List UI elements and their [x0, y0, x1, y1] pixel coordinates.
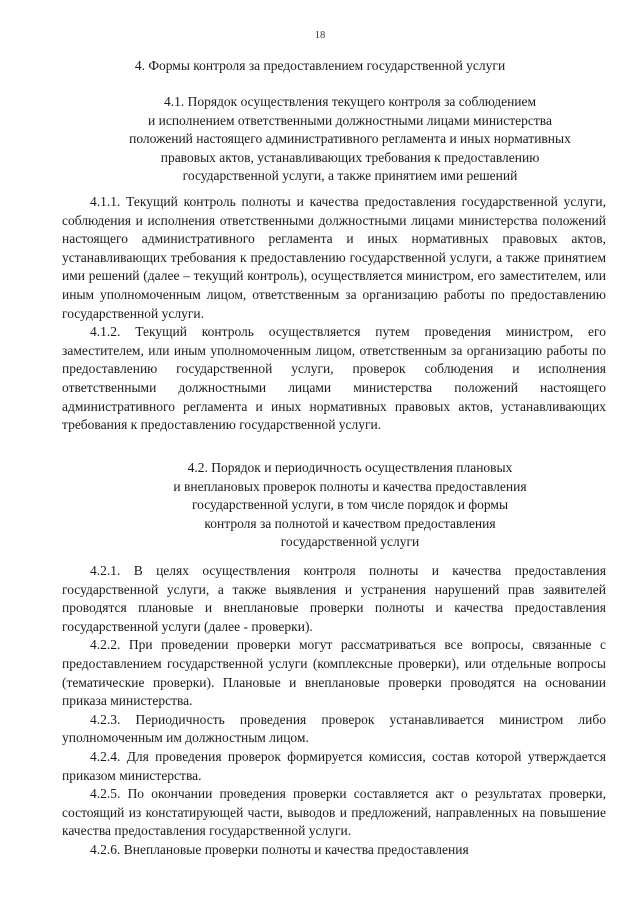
- title-line: государственной услуги: [280, 534, 420, 550]
- title-line: государственной услуги, а также принятием ими решений: [182, 168, 518, 184]
- paragraph-4-2-4: 4.2.4. Для проведения проверок формируется комиссия, состав которой утверждается приказом министерства.: [62, 748, 606, 783]
- paragraph-4-2-1: 4.2.1. В целях осуществления контроля полноты и качества предоставления государственной услуги, а также выявления и устранения нарушений прав заявителей проводятся плановые и внеплановые проверки полноты и качества предоставления государственной услуги (далее - проверки).: [62, 563, 606, 634]
- title-line: и внеплановых проверок полноты и качества предоставления: [173, 478, 527, 494]
- paragraph-4-2-6: 4.2.6. Внеплановые проверки полноты и качества предоставления: [90, 841, 469, 857]
- title-line: правовых актов, устанавливающих требования к предоставлению: [160, 149, 540, 165]
- title-line: и исполнением ответственными должностными лицами министерства: [148, 112, 552, 128]
- section-title: 4. Формы контроля за предоставлением государственной услуги: [134, 58, 506, 73]
- page-number: 18: [314, 30, 326, 41]
- paragraph-4-1-1: 4.1.1. Текущий контроль полноты и качества предоставления государственной услуги, соблюдения и исполнения ответственными должностными лицами министерства положений настоящего административного регламента и иных нормативных правовых актов, устанавливающих требования к предоставлению государственной услуги, а также принятием ими решений (далее – текущий контроль), осуществляется министром, его заместителем, или иным уполномоченным лицом, ответственным за организацию работы по предоставлению государственной услуги.: [62, 194, 606, 321]
- paragraph-4-2-5: 4.2.5. По окончании проведения проверки составляется акт о результатах проверки, состоящий из констатирующей части, выводов и предложений, направленных на повышение качества предоставления государственной услуги.: [62, 786, 606, 839]
- subsection-4-1-body: [62, 193, 606, 435]
- paragraph-4-2-2: 4.2.2. При проведении проверки могут рассматриваться все вопросы, связанные с предоставлением государственной услуги (комплексные проверки), или отдельные вопросы (тематические проверки). Плановые и внеплановые проверки проводятся на основании приказа министерства.: [62, 637, 606, 709]
- title-line: контроля за полнотой и качеством предоставления: [204, 515, 496, 531]
- subsection-4-1-title: [90, 93, 610, 186]
- title-line: государственной услуги, в том числе порядок и формы: [191, 497, 509, 513]
- paragraph-4-1-2: 4.1.2. Текущий контроль осуществляется путем проведения министром, его заместителем, или иным уполномоченным лицом, ответственным за организацию работы по предоставлению государственной услуги, проверок соблюдения и исполнения ответственными должностными лицами министерства положений настоящего административного регламента и иных нормативных правовых актов, устанавливающих требования к предоставлению государственной услуги.: [62, 324, 606, 433]
- title-line: 4.2. Порядок и периодичность осуществления плановых: [187, 460, 513, 475]
- paragraph-4-2-3: 4.2.3. Периодичность проведения проверок устанавливается министром либо уполномоченным им должностным лицом.: [62, 711, 606, 746]
- subsection-4-2-title: [90, 459, 610, 552]
- subsection-4-2-body: [62, 562, 606, 860]
- title-line: 4.1. Порядок осуществления текущего контроля за соблюдением: [163, 94, 537, 109]
- title-line: положений настоящего административного регламента и иных нормативных: [129, 131, 571, 147]
